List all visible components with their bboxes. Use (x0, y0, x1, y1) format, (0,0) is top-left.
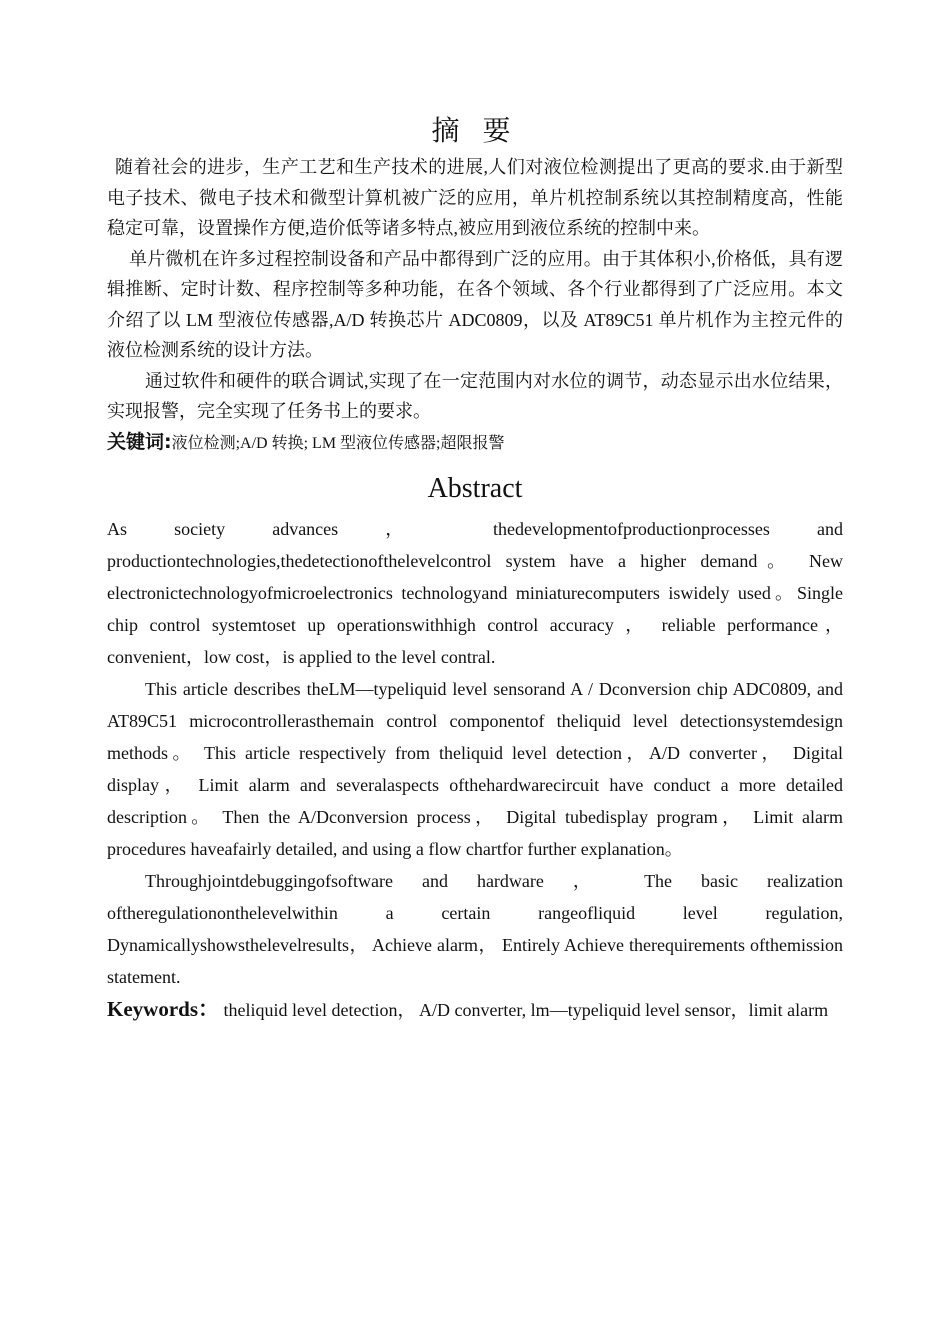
en-paragraph-2: This article describes theLM—typeliquid level sensorand A / Dconversion chip ADC0809, and AT89C51 microcontrollerasthemain control componentof theliquid level detectionsystemdesign methods。 This article respectively from theliquid level detection，A/D converter， Digital display， Limit alarm and severalaspects ofthehardwarecircuit have conduct a more detailed description。 Then the A/Dconversion process， Digital tubedisplay program， Limit alarm procedures haveafairly detailed, and using a flow chartfor further explanation。 (107, 678, 843, 859)
en-keywords-value: theliquid level detection， A/D converter, lm—typeliquid level sensor，limit alarm (223, 999, 829, 1020)
cn-paragraph-3: 通过软件和硬件的联合调试,实现了在一定范围内对水位的调节，动态显示出水位结果，实现报警，完全实现了任务书上的要求。 (107, 370, 843, 421)
en-paragraph-1: As society advances ， thedevelopmentofproductionprocesses and productiontechnologies,thedetectionofthelevelcontrol system have a higher demand。 New electronictechnologyofmicroelectronics technologyand miniaturecomputers iswidely used。Single chip control systemtoset up operationswithhigh control accuracy ， reliable performance， convenient，low cost，is applied to the level contral. (107, 518, 843, 667)
cn-keywords-value: 液位检测;A/D 转换; LM 型液位传感器;超限报警 (171, 434, 505, 452)
en-paragraph-3: Throughjointdebuggingofsoftware and hardware ， The basic realization oftheregulationonthelevelwithin a certain rangeofliquid level regulation, Dynamicallyshowsthelevelresults， Achieve alarm， Entirely Achieve therequirements ofthemission statement. (107, 870, 843, 987)
cn-keywords-label: 关键词: (107, 430, 172, 453)
abstract-page (107, 112, 843, 1026)
cn-paragraph-2: 单片微机在许多过程控制设备和产品中都得到广泛的应用。由于其体积小,价格低，具有逻辑推断、定时计数、程序控制等多种功能，在各个领域、各个行业都得到了广泛应用。本文介绍了以 LM 型液位传感器,A/D 转换芯片 ADC0809，以及 AT89C51 单片机作为主控元件的液位检测系统的设计方法。 (107, 248, 843, 360)
cn-paragraph-1: 随着社会的进步，生产工艺和生产技术的进展,人们对液位检测提出了更高的要求.由于新型电子技术、微电子技术和微型计算机被广泛的应用，单片机控制系统以其控制精度高，性能稳定可靠，设置操作方便,造价低等诸多特点,被应用到液位系统的控制中来。 (107, 157, 843, 238)
en-keywords (107, 993, 843, 1026)
english-abstract-title: Abstract (427, 472, 523, 504)
chinese-abstract-title: 摘 要 (431, 116, 519, 147)
cn-keywords (107, 427, 843, 459)
en-keywords-label: Keywords： (107, 996, 219, 1021)
